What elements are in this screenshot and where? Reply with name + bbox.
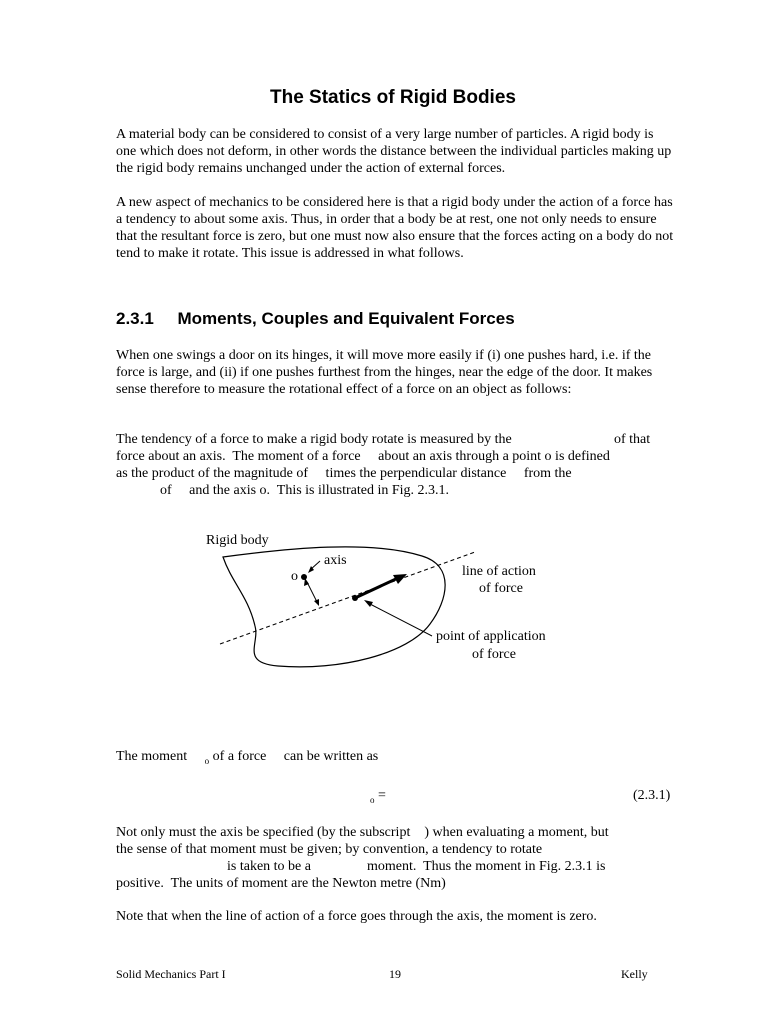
moment-intro-a: The moment [116,749,188,764]
equation-lhs-subscript: o [370,795,375,805]
figure-2-3-1 [200,528,580,678]
perpendicular-arrow-bottom-head [314,599,319,606]
moment-definition-line-1b: of that [614,432,651,447]
section-number: 2.3.1 [116,309,154,328]
moment-definition-line-1a: The tendency of a force to make a rigid body rotate is measured by the [116,432,512,447]
rigid-body-label: Rigid body [206,533,269,548]
sense-paragraph-line-1: Not only must the axis be specified (by the subscript ) when evaluating a moment, but [116,825,609,840]
moment-intro-line [116,748,378,766]
intro-paragraph-1: A material body can be considered to consist of a very large number of particles. A rigid body is one which does not deform, in other words the distance between the individual particles making up the rigid body remains unchanged under the action of external forces. [116,127,672,176]
application-pointer-arrow [370,604,432,636]
axis-point-o [301,574,307,580]
moment-definition-line-2: force about an axis. The moment of a force about an axis through a point o is defined [116,449,610,464]
page-number: 19 [389,967,401,981]
zero-moment-note: Note that when the line of action of a force goes through the axis, the moment is zero. [116,909,597,924]
line-of-action-label-2: of force [479,581,523,596]
equation-equals: = [378,788,386,803]
moment-intro-subscript: o [204,756,210,766]
footer-left: Solid Mechanics Part I [116,967,226,981]
moment-intro-b: of a force can be written as [212,749,379,764]
equation-number: (2.3.1) [633,788,671,803]
sense-paragraph-line-3: is taken to be a moment. Thus the moment in Fig. 2.3.1 is [227,859,606,874]
moment-definition-line-3: as the product of the magnitude of times the perpendicular distance from the [116,466,572,481]
point-of-application-dot [352,595,358,601]
section-title: Moments, Couples and Equivalent Forces [177,309,515,328]
moment-definition-line-4: of and the axis o. This is illustrated in Fig. 2.3.1. [160,483,450,498]
intro-paragraph-2: A new aspect of mechanics to be considered here is that a rigid body under the action of a force has a tendency to about some axis. Thus, in order that a body be at rest, one not only needs to ensure that the resultant force is zero, but one must now also ensure that the forces acting on a body do not tend to make it rotate. This issue is addressed in what follows. [116,195,674,261]
sense-paragraph-line-2: the sense of that moment must be given; by convention, a tendency to rotate [116,842,543,857]
point-of-application-label-1: point of application [436,629,546,644]
sense-paragraph-line-4: positive. The units of moment are the Newton metre (Nm) [116,876,446,891]
equation-2-3-1 [370,787,386,805]
point-of-application-label-2: of force [472,647,516,662]
footer-right: Kelly [621,967,648,981]
force-arrow-shaft [355,578,398,598]
application-pointer-head [364,600,373,607]
door-paragraph: When one swings a door on its hinges, it will move more easily if (i) one pushes hard, i.e. if the force is large, and (ii) if one pushes furthest from the hinges, near the edge of the door. It makes sense therefore to measure the rotational effect of a force on an object as follows: [116,348,653,397]
axis-label: axis [324,553,347,568]
o-label: o [291,569,298,584]
section-heading [116,309,515,329]
page-title: The Statics of Rigid Bodies [270,87,516,108]
perpendicular-distance-arrow [307,582,317,602]
line-of-action-label-1: line of action [462,564,536,579]
